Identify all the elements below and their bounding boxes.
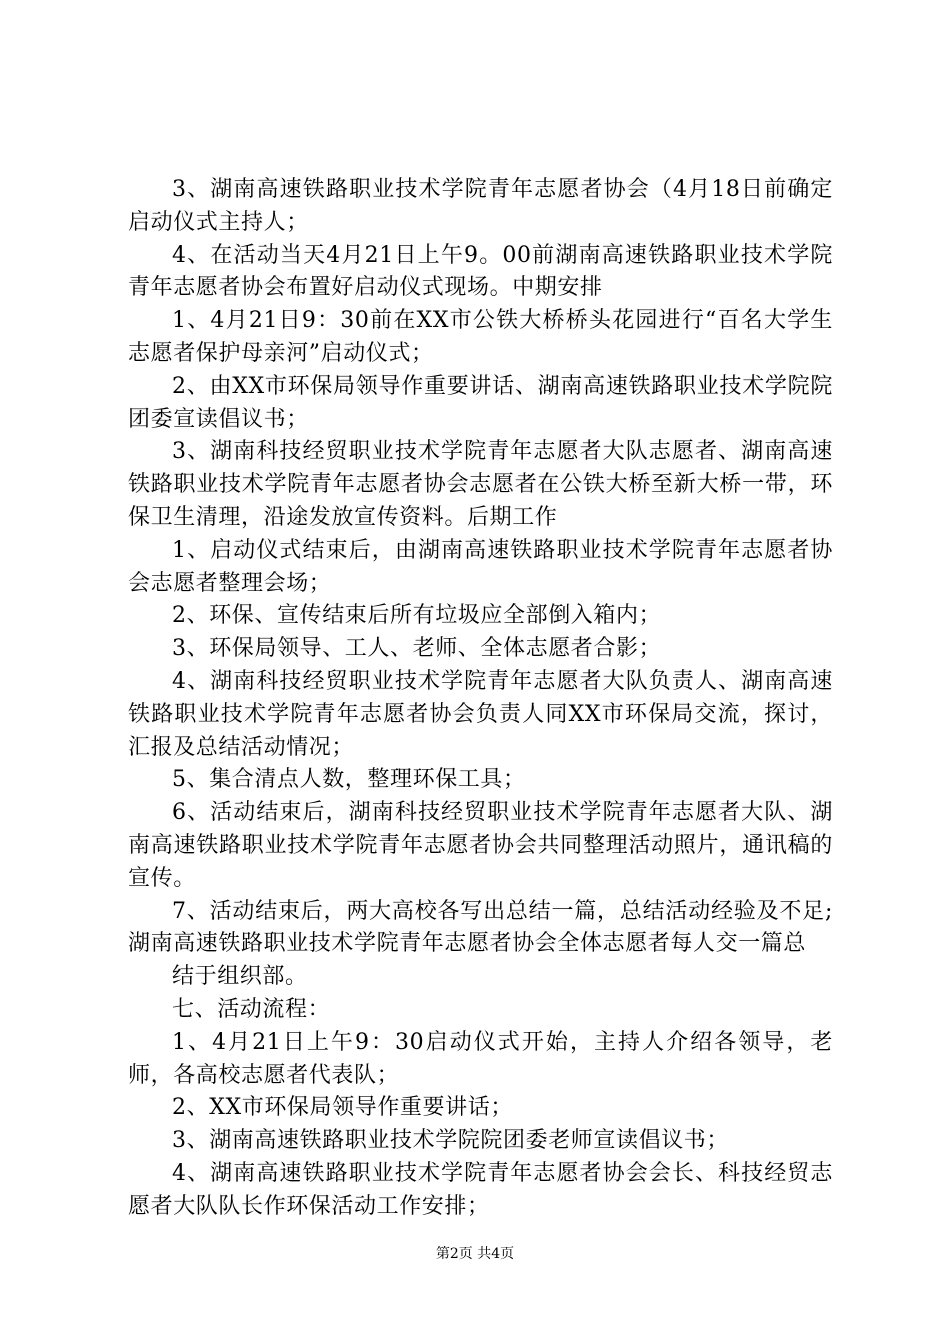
paragraph: 5、集合清点人数，整理环保工具； (172, 767, 526, 793)
document-body (128, 174, 833, 1224)
paragraph: 1、启动仪式结束后，由湖南高速铁路职业技术学院青年志愿者协会志愿者整理会场； (128, 537, 833, 596)
paragraph: 2、由XX市环保局领导作重要讲话、湖南高速铁路职业技术学院院团委宣读倡议书； (128, 373, 833, 432)
paragraph: 1、4月21日上午9：30启动仪式开始，主持人介绍各领导，老师，各高校志愿者代表队； (128, 1029, 833, 1088)
page-number-footer: 第2页 共4页 (435, 1246, 515, 1262)
paragraph: 3、湖南科技经贸职业技术学院青年志愿者大队志愿者、湖南高速铁路职业技术学院青年志愿者协会志愿者在公铁大桥至新大桥一带，环保卫生清理，沿途发放宣传资料。后期工作 (128, 439, 833, 530)
paragraph: 4、湖南高速铁路职业技术学院青年志愿者协会会长、科技经贸志愿者大队队长作环保活动工作安排； (128, 1160, 833, 1219)
paragraph: 7、活动结束后，两大高校各写出总结一篇，总结活动经验及不足;湖南高速铁路职业技术学院青年志愿者协会全体志愿者每人交一篇总 (128, 898, 833, 957)
paragraph: 3、湖南高速铁路职业技术学院院团委老师宣读倡议书； (172, 1128, 729, 1154)
paragraph: 6、活动结束后，湖南科技经贸职业技术学院青年志愿者大队、湖南高速铁路职业技术学院青年志愿者协会共同整理活动照片，通讯稿的宣传。 (128, 800, 833, 891)
paragraph: 3、湖南高速铁路职业技术学院青年志愿者协会（4月18日前确定启动仪式主持人； (128, 177, 833, 235)
paragraph: 4、在活动当天4月21日上午9。00前湖南高速铁路职业技术学院青年志愿者协会布置好启动仪式现场。中期安排 (128, 242, 833, 301)
paragraph: 结于组织部。 (172, 964, 308, 990)
paragraph: 2、XX市环保局领导作重要讲话； (172, 1095, 513, 1121)
paragraph: 2、环保、宣传结束后所有垃圾应全部倒入箱内； (172, 603, 662, 629)
section-heading: 七、活动流程： (172, 996, 331, 1022)
paragraph: 1、4月21日9：30前在XX市公铁大桥桥头花园进行“百名大学生志愿者保护母亲河”启动仪式； (128, 308, 833, 366)
paragraph: 3、环保局领导、工人、老师、全体志愿者合影； (172, 636, 662, 662)
paragraph: 4、湖南科技经贸职业技术学院青年志愿者大队负责人、湖南高速铁路职业技术学院青年志愿者协会负责人同XX市环保局交流，探讨，汇报及总结活动情况； (128, 668, 833, 760)
